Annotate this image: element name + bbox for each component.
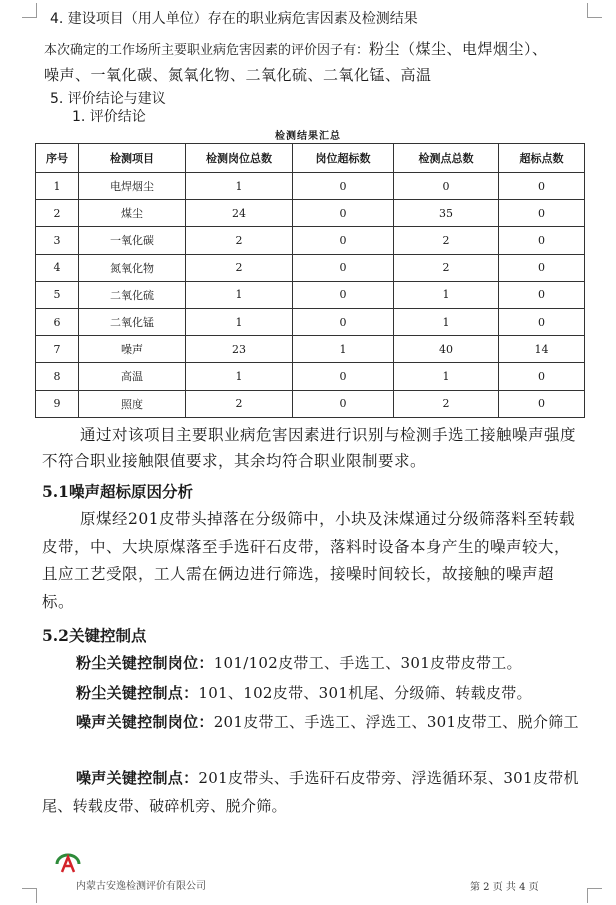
table-cell: 2	[394, 254, 499, 281]
table-cell: 7	[36, 336, 79, 363]
table-cell: 0	[499, 308, 585, 335]
table-row	[36, 363, 585, 390]
table-cell: 1	[186, 281, 293, 308]
table-cell: 35	[394, 200, 499, 227]
key-control-item	[42, 708, 582, 736]
table-cell: 0	[499, 281, 585, 308]
table-cell: 0	[394, 173, 499, 200]
key-control-text: 201皮带工、手选工、浮选工、301皮带工、脱介筛工	[213, 713, 579, 731]
table-cell: 1	[186, 363, 293, 390]
margin-mark-bottom-right	[587, 888, 602, 903]
table-cell: 0	[293, 281, 394, 308]
table-cell: 二氧化硫	[79, 281, 186, 308]
table-cell: 0	[293, 227, 394, 254]
table-cell: 0	[499, 173, 585, 200]
footer-company: 内蒙古安逸检测评价有限公司	[76, 881, 206, 892]
key-control-label: 噪声关键控制点：	[76, 769, 199, 787]
intro-label: 本次确定的工作场所主要职业病危害因素的评价因子有：	[44, 43, 370, 58]
table-cell: 0	[293, 390, 394, 417]
key-control-label: 噪声关键控制岗位：	[76, 713, 214, 731]
table-cell: 0	[499, 227, 585, 254]
key-control-text: 101、102皮带、301机尾、分级筛、转载皮带。	[198, 684, 532, 702]
table-cell: 2	[186, 390, 293, 417]
table-cell: 24	[186, 200, 293, 227]
table-cell: 1	[293, 336, 394, 363]
table-cell: 0	[293, 173, 394, 200]
table-cell: 1	[186, 308, 293, 335]
table-cell: 6	[36, 308, 79, 335]
company-logo-icon	[54, 850, 82, 874]
header-posts-total: 检测岗位总数	[186, 144, 293, 173]
table-cell: 9	[36, 390, 79, 417]
table-cell: 1	[36, 173, 79, 200]
table-row	[36, 227, 585, 254]
table-cell: 0	[293, 308, 394, 335]
section-5-1-title: 5.1噪声超标原因分析	[42, 482, 193, 501]
table-caption: 检测结果汇总	[275, 131, 341, 142]
table-row	[36, 281, 585, 308]
table-cell: 4	[36, 254, 79, 281]
intro-line-1	[44, 38, 548, 59]
table-cell: 0	[499, 363, 585, 390]
table-row	[36, 390, 585, 417]
key-control-text: 101/102皮带工、手选工、301皮带皮带工。	[213, 654, 522, 672]
table-cell: 2	[186, 254, 293, 281]
table-cell: 高温	[79, 363, 186, 390]
heading-4: 4. 建设项目（用人单位）存在的职业病危害因素及检测结果	[50, 11, 418, 27]
table-cell: 1	[186, 173, 293, 200]
table-row	[36, 254, 585, 281]
intro-factors-2: 噪声、一氧化碳、氮氧化物、二氧化硫、二氧化锰、高温	[44, 66, 432, 84]
key-control-label: 粉尘关键控制岗位：	[76, 654, 214, 672]
header-points-over: 超标点数	[499, 144, 585, 173]
table-cell: 1	[394, 363, 499, 390]
table-cell: 0	[499, 390, 585, 417]
key-control-item	[42, 764, 582, 820]
analysis-text: 原煤经201皮带头掉落在分级筛中，小块及沫煤通过分级筛落料至转载皮带，中、大块原煤落至手选矸石皮带，落料时设备本身产生的噪声较大，且应工艺受限，工人需在俩边进行筛选，接噪时间较长，故接触的噪声超标。	[42, 510, 576, 611]
margin-mark-bottom-left	[22, 888, 37, 903]
table-cell: 1	[394, 281, 499, 308]
table-cell: 二氧化锰	[79, 308, 186, 335]
table-cell: 2	[36, 200, 79, 227]
table-cell: 电焊烟尘	[79, 173, 186, 200]
table-cell: 2	[394, 390, 499, 417]
table-cell: 0	[293, 254, 394, 281]
table-header-row	[36, 144, 585, 173]
heading-5: 5. 评价结论与建议	[50, 91, 166, 107]
table-cell: 0	[293, 200, 394, 227]
table-cell: 40	[394, 336, 499, 363]
table-row	[36, 173, 585, 200]
table-cell: 煤尘	[79, 200, 186, 227]
margin-mark-top-left	[22, 3, 37, 18]
table-cell: 2	[186, 227, 293, 254]
table-cell: 23	[186, 336, 293, 363]
table-cell: 0	[499, 200, 585, 227]
table-cell: 氮氧化物	[79, 254, 186, 281]
table-cell: 0	[293, 363, 394, 390]
table-row	[36, 200, 585, 227]
table-cell: 3	[36, 227, 79, 254]
table-cell: 照度	[79, 390, 186, 417]
table-cell: 1	[394, 308, 499, 335]
key-control-item	[42, 650, 582, 677]
table-cell: 0	[499, 254, 585, 281]
intro-factors-1: 粉尘（煤尘、电焊烟尘）、	[369, 40, 548, 58]
key-control-text: 201皮带头、手选矸石皮带旁、浮选循环泵、301皮带机尾、转载皮带、破碎机旁、脱介筛。	[42, 769, 579, 815]
table-cell: 2	[394, 227, 499, 254]
table-row	[36, 308, 585, 335]
table-cell: 14	[499, 336, 585, 363]
footer-page-info: 第 2 页 共 4 页	[470, 882, 539, 893]
table-cell: 5	[36, 281, 79, 308]
table-cell: 噪声	[79, 336, 186, 363]
conclusion-text: 通过对该项目主要职业病危害因素进行识别与检测手选工接触噪声强度不符合职业接触限值要求，其余均符合职业限制要求。	[42, 426, 577, 470]
table-row	[36, 336, 585, 363]
margin-mark-top-right	[587, 3, 602, 18]
section-5-2-title: 5.2关键控制点	[42, 626, 147, 645]
header-posts-over: 岗位超标数	[293, 144, 394, 173]
table-cell: 一氧化碳	[79, 227, 186, 254]
header-no: 序号	[36, 144, 79, 173]
heading-5-1: 1. 评价结论	[72, 109, 146, 125]
key-control-item	[42, 680, 582, 707]
header-points-total: 检测点总数	[394, 144, 499, 173]
results-table	[35, 143, 585, 418]
header-item: 检测项目	[79, 144, 186, 173]
key-control-label: 粉尘关键控制点：	[76, 684, 199, 702]
table-cell: 8	[36, 363, 79, 390]
